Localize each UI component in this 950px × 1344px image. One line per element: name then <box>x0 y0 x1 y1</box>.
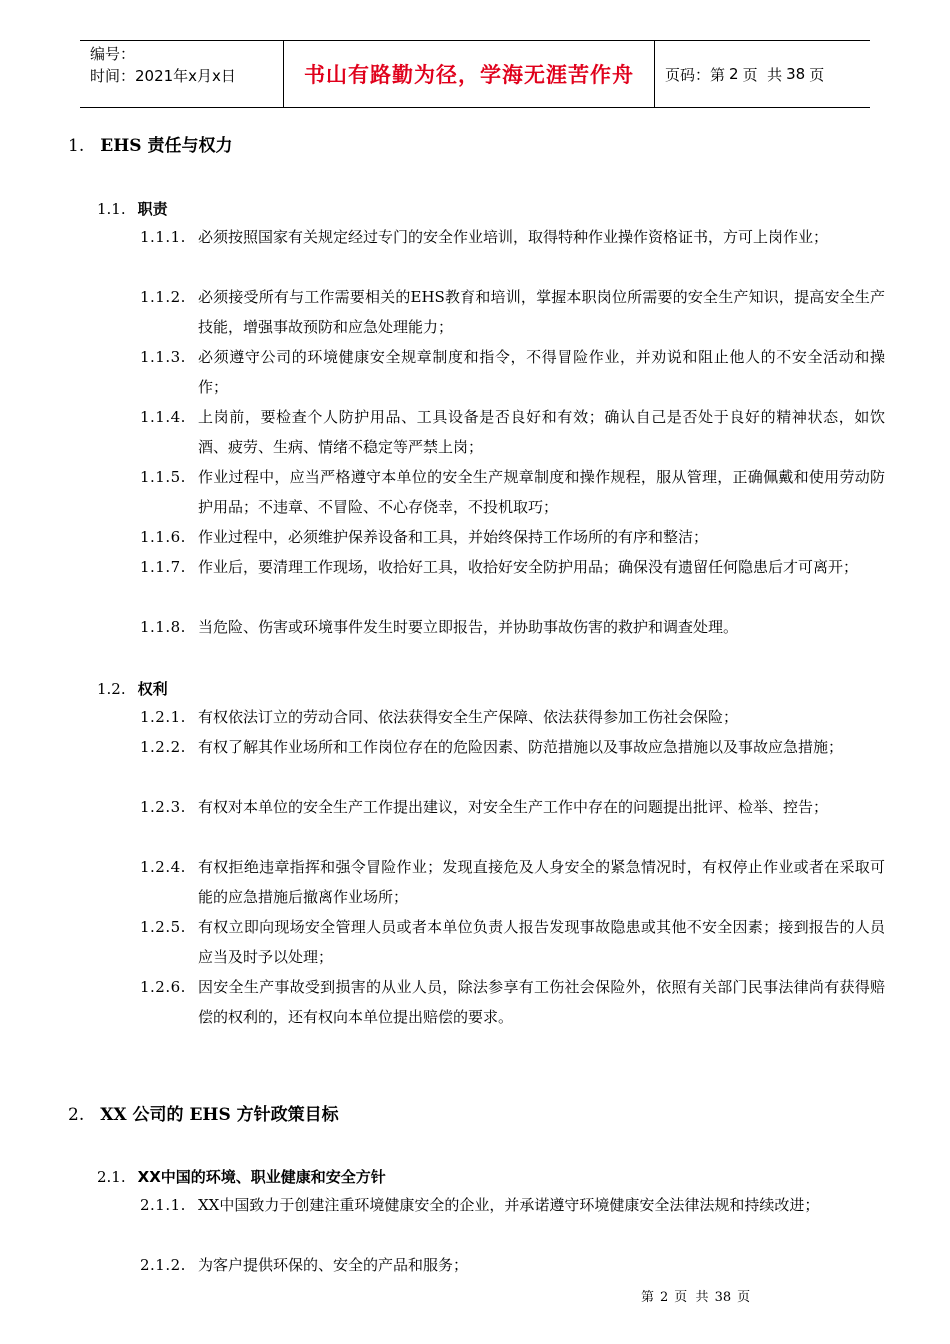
item-text: 当危险、伤害或环境事件发生时要立即报告，并协助事故伤害的救护和调查处理。 <box>198 618 739 636</box>
subsection-heading: 2.1. XX中国的环境、职业健康和安全方针 <box>97 1168 386 1186</box>
list-item <box>140 702 885 732</box>
page-current: 2 <box>729 65 739 83</box>
section-heading: 2. XX 公司的 EHS 方针政策目标 <box>68 1105 339 1125</box>
item-text: 有权立即向现场安全管理人员或者本单位负责人报告发现事故隐患或其他不安全因素；接到报告的人员应当及时予以处理； <box>198 918 885 966</box>
item-number: 1.2.1. <box>140 708 186 726</box>
item-text: 作业后，要清理工作现场，收拾好工具，收拾好安全防护用品；确保没有遗留任何隐患后才可离开； <box>198 558 859 576</box>
item-number: 1.1.3. <box>140 348 186 366</box>
item-number: 1.1.8. <box>140 618 186 636</box>
page-mid: 页 共 <box>742 65 783 84</box>
list-item <box>140 342 885 402</box>
item-text: 作业过程中，应当严格遵守本单位的安全生产规章制度和操作规程，服从管理，正确佩戴和使用劳动防护用品；不违章、不冒险、不心存侥幸，不投机取巧； <box>198 468 885 516</box>
item-text: 必须接受所有与工作需要相关的EHS教育和培训，掌握本职岗位所需要的安全生产知识，提高安全生产技能，增强事故预防和应急处理能力； <box>198 288 885 336</box>
subsection-heading: 1.2. 权利 <box>97 680 168 698</box>
item-number: 1.1.2. <box>140 288 186 306</box>
list-item <box>140 792 885 822</box>
item-text: 为客户提供环保的、安全的产品和服务； <box>198 1256 469 1274</box>
page-suffix: 页 <box>809 65 825 84</box>
subsection-heading: 1.1. 职责 <box>97 200 168 218</box>
list-item <box>140 402 885 462</box>
item-number: 1.2.4. <box>140 858 186 876</box>
document-date: 时间：2021年x月x日 <box>90 67 236 85</box>
list-item <box>140 732 885 762</box>
item-text: 有权对本单位的安全生产工作提出建议，对安全生产工作中存在的问题提出批评、检举、控告； <box>198 798 829 816</box>
item-number: 1.1.6. <box>140 528 186 546</box>
item-text: 上岗前，要检查个人防护用品、工具设备是否良好和有效；确认自己是否处于良好的精神状态，如饮酒、疲劳、生病、情绪不稳定等严禁上岗； <box>198 408 885 456</box>
item-number: 1.2.2. <box>140 738 186 756</box>
footer-mid: 页 共 <box>674 1290 709 1305</box>
list-item <box>140 552 885 582</box>
footer-prefix: 第 <box>641 1290 655 1305</box>
item-number: 1.2.6. <box>140 978 186 996</box>
footer-suffix: 页 <box>737 1290 751 1305</box>
item-number: 2.1.1. <box>140 1196 186 1214</box>
list-item <box>140 852 885 912</box>
item-number: 1.1.5. <box>140 468 186 486</box>
list-item <box>140 612 885 642</box>
list-item <box>140 1250 885 1280</box>
item-text: 有权依法订立的劳动合同、依法获得安全生产保障、依法获得参加工伤社会保险； <box>198 708 739 726</box>
item-number: 1.1.7. <box>140 558 186 576</box>
header-meta <box>80 41 283 107</box>
item-text: 有权了解其作业场所和工作岗位存在的危险因素、防范措施以及事故应急措施以及事故应急措施； <box>198 738 844 756</box>
list-item <box>140 282 885 342</box>
list-item <box>140 1190 885 1220</box>
item-text: 必须按照国家有关规定经过专门的安全作业培训，取得特种作业操作资格证书，方可上岗作业； <box>198 228 829 246</box>
item-number: 1.2.3. <box>140 798 186 816</box>
item-number: 1.2.5. <box>140 918 186 936</box>
item-text: XX中国致力于创建注重环境健康安全的企业，并承诺遵守环境健康安全法律法规和持续改进； <box>198 1196 820 1214</box>
list-item <box>140 522 885 552</box>
footer-current: 2 <box>660 1290 669 1305</box>
item-text: 作业过程中，必须维护保养设备和工具，并始终保持工作场所的有序和整洁； <box>198 528 709 546</box>
item-number: 2.1.2. <box>140 1256 186 1274</box>
page-header <box>80 40 870 108</box>
section-heading: 1. EHS 责任与权力 <box>68 136 233 156</box>
item-text: 必须遵守公司的环境健康安全规章制度和指令，不得冒险作业，并劝说和阻止他人的不安全活动和操作； <box>198 348 885 396</box>
item-text: 因安全生产事故受到损害的从业人员，除法参享有工伤社会保险外，依照有关部门民事法律尚有获得赔偿的权利的，还有权向本单位提出赔偿的要求。 <box>198 978 885 1026</box>
page-prefix: 页码：第 <box>665 65 726 84</box>
footer-total: 38 <box>714 1290 732 1305</box>
list-item <box>140 222 885 252</box>
list-item <box>140 462 885 522</box>
list-item <box>140 912 885 972</box>
page-total: 38 <box>786 65 806 83</box>
header-motto: 书山有路勤为径，学海无涯苦作舟 <box>283 41 655 107</box>
list-item <box>140 972 885 1032</box>
page-footer <box>638 1286 753 1305</box>
document-code-label: 编号： <box>90 45 136 63</box>
item-number: 1.1.1. <box>140 228 186 246</box>
item-text: 有权拒绝违章指挥和强令冒险作业；发现直接危及人身安全的紧急情况时，有权停止作业或者在采取可能的应急措施后撤离作业场所； <box>198 858 885 906</box>
item-number: 1.1.4. <box>140 408 186 426</box>
header-page-number <box>655 41 870 107</box>
